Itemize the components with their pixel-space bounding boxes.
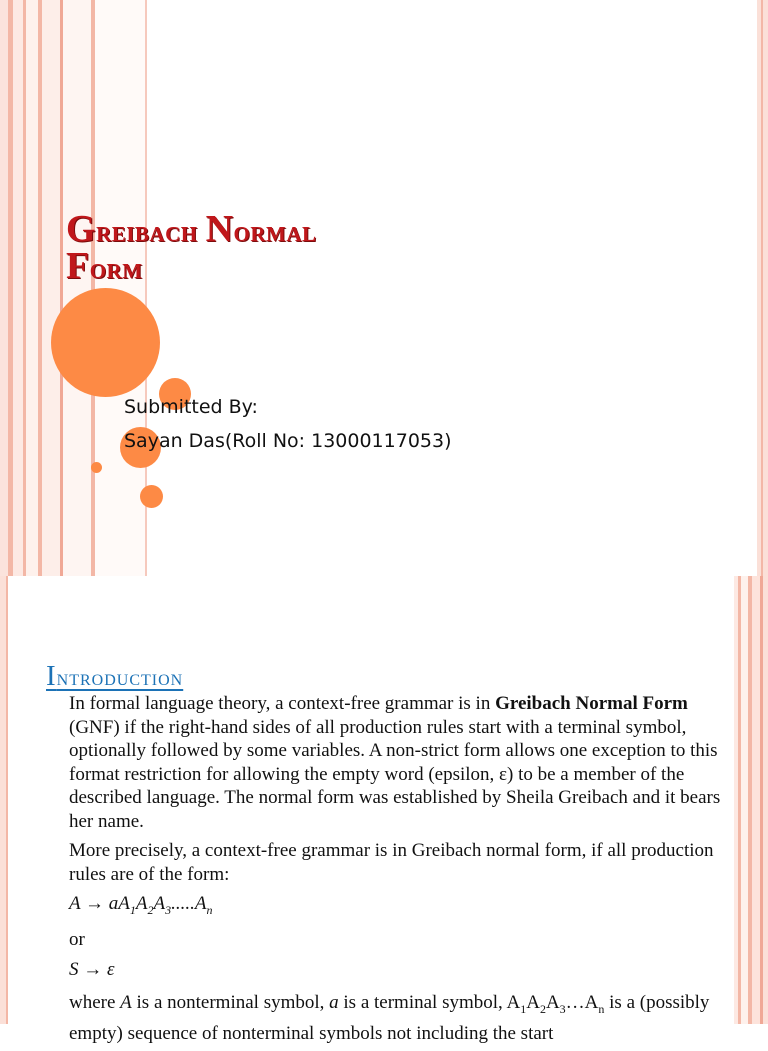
- decor-stripe-right: [752, 576, 760, 1024]
- decor-stripe-right: [761, 0, 763, 576]
- decor-stripe-right: [741, 576, 748, 1024]
- body-text: is a (possibly empty) sequence of nonterminal symbols not including the start: [69, 992, 710, 1044]
- eq-symbol: A: [69, 893, 81, 914]
- eq-subscript: n: [598, 1002, 605, 1017]
- title-text: F: [66, 245, 90, 287]
- body-text: is a nonterminal symbol,: [131, 992, 330, 1014]
- paragraph-definition: [69, 692, 729, 833]
- heading-text: I: [46, 660, 57, 692]
- body-text: where: [69, 992, 121, 1014]
- eq-symbol: .....: [171, 893, 195, 914]
- eq-subscript: 1: [520, 1002, 527, 1017]
- arrow-symbol: →: [85, 893, 105, 914]
- author-line: Sayan Das(Roll No: 13000117053): [124, 430, 452, 452]
- paragraph-where: [69, 991, 729, 1045]
- decor-stripe: [63, 0, 91, 576]
- production-rule-1: [69, 892, 729, 922]
- eq-symbol: aA: [108, 893, 130, 914]
- title-text: N: [205, 208, 234, 250]
- or-text: or: [69, 929, 85, 951]
- body-text-bold: Greibach Normal Form: [495, 693, 688, 714]
- decor-stripe: [26, 0, 38, 576]
- body-text: In formal language theory, a context-free grammar is in: [69, 693, 496, 714]
- submitted-by-label: Submitted By:: [124, 396, 258, 418]
- title-text: ormal: [233, 215, 317, 248]
- heading-text: ntroduction: [56, 665, 184, 690]
- body-text: is a terminal symbol, A: [338, 992, 521, 1014]
- eq-subscript: n: [206, 902, 213, 917]
- decor-stripe: [13, 0, 23, 576]
- body-text-italic: A: [120, 992, 132, 1014]
- eq-symbol: A: [135, 893, 148, 914]
- production-rule-2: [69, 958, 729, 982]
- eq-symbol: A: [194, 893, 207, 914]
- eq-subscript: 2: [539, 1002, 546, 1017]
- decor-circle-medium: [140, 485, 163, 508]
- slide-title: [66, 208, 706, 287]
- title-text: G: [66, 208, 97, 250]
- eq-subscript: 1: [129, 902, 136, 917]
- slide-body: [69, 692, 729, 1051]
- title-text: reibach: [96, 215, 206, 248]
- decor-stripe: [42, 0, 60, 576]
- eq-subscript: 3: [165, 902, 172, 917]
- arrow-symbol: →: [83, 958, 103, 980]
- eq-symbol: A: [153, 893, 166, 914]
- body-text: (GNF) if the right-hand sides of all production rules start with a terminal symbol, optionally followed by some variables. A non-strict form allows one exception to this format restriction for allowing the empty word (epsilon, ε) to be a member of the described language. The normal form was established by Sheila Greibach and it bears her name.: [69, 716, 721, 832]
- eq-symbol: S: [69, 958, 79, 980]
- decor-stripe: [6, 576, 8, 1024]
- decor-stripe-right: [763, 576, 768, 1024]
- decor-stripe: [0, 0, 8, 576]
- paragraph-precise: More precisely, a context-free grammar is in Greibach normal form, if all production rules are of the form:: [69, 840, 714, 885]
- body-text: A: [526, 992, 540, 1014]
- introduction-slide: [0, 576, 768, 1044]
- body-text: A: [545, 992, 560, 1014]
- decor-circle-large: [51, 288, 160, 397]
- decor-circle-small: [91, 462, 102, 473]
- eq-symbol: ε: [107, 958, 115, 980]
- title-text: orm: [89, 252, 143, 285]
- eq-subscript: 2: [147, 902, 154, 917]
- body-text-italic: a: [329, 992, 339, 1014]
- body-text: …A: [565, 992, 599, 1014]
- section-heading: [46, 660, 183, 693]
- eq-subscript: 3: [559, 1002, 566, 1017]
